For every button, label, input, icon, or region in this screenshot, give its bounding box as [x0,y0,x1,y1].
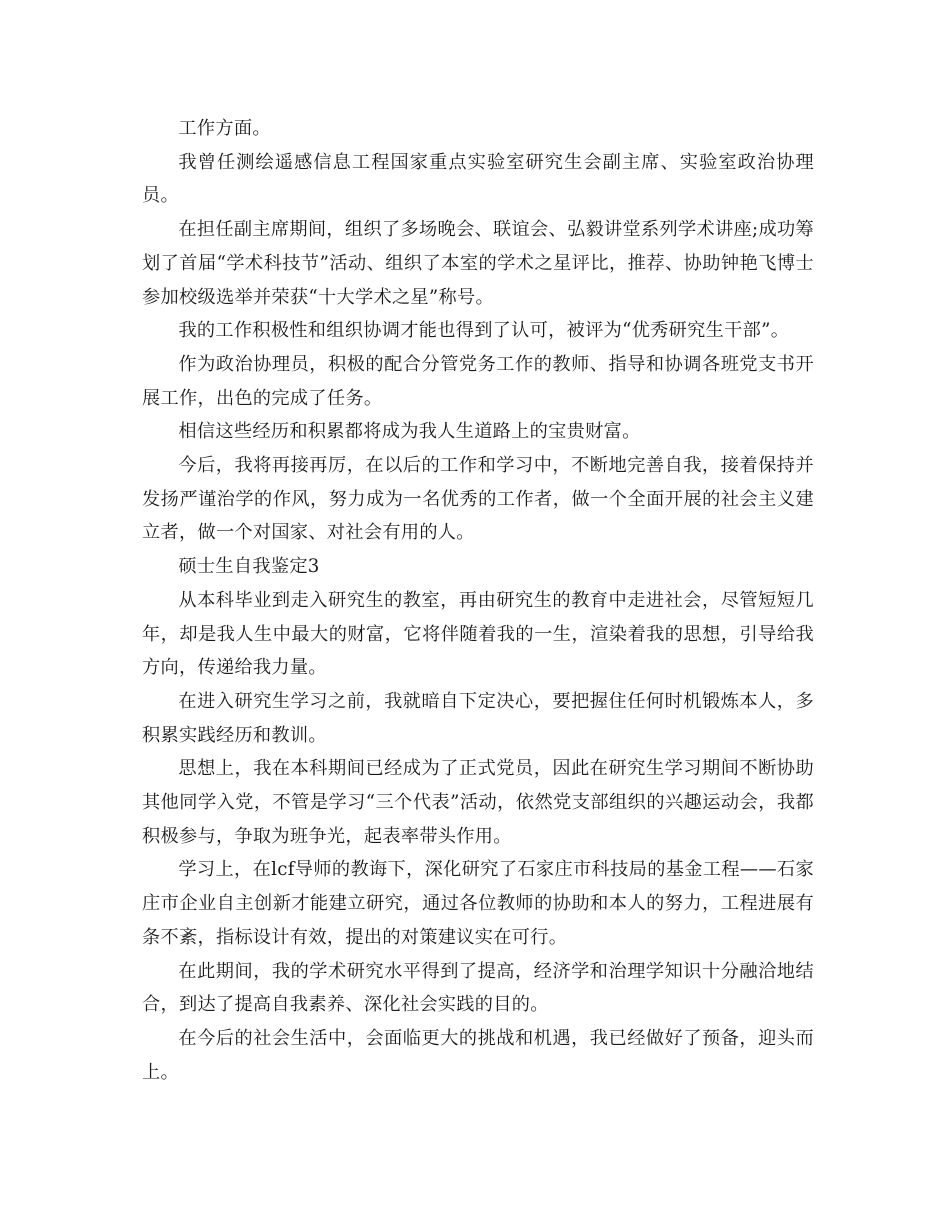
document-body [142,112,814,1089]
paragraph: 从本科毕业到走入研究生的教室，再由研究生的教育中走进社会，尽管短短几年，却是我人生中最大的财富，它将伴随着我的一生，渲染着我的思想，引导给我方向，传递给我力量。 [142,589,814,679]
paragraph: 工作方面。 [178,118,271,139]
paragraph: 今后，我将再接再厉，在以后的工作和学习中，不断地完善自我，接着保持并发扬严谨治学的作风，努力成为一名优秀的工作者，做一个全面开展的社会主义建立者，做一个对国家、对社会有用的人。 [142,455,814,544]
paragraph: 在此期间，我的学术研究水平得到了提高，经济学和治理学知识十分融洽地结合，到达了提高自我素养、深化社会实践的目的。 [142,960,814,1016]
paragraph: 在今后的社会生活中，会面临更大的挑战和机遇，我已经做好了预备，迎头而上。 [142,1027,814,1083]
paragraph: 我的工作积极性和组织协调才能也得到了认可，被评为“优秀研究生干部”。 [178,320,790,342]
paragraph: 思想上，我在本科期间已经成为了正式党员，因此在研究生学习期间不断协助其他同学入党，不管是学习“三个代表”活动，依然党支部组织的兴趣运动会，我都积极参与，争取为班争光，起表率带头作用。 [142,758,814,847]
paragraph: 在担任副主席期间，组织了多场晚会、联谊会、弘毅讲堂系列学术讲座;成功筹划了首届“学术科技节”活动、组织了本室的学术之星评比，推荐、协助钟艳飞博士参加校级选举并荣获“十大学术之星”称号。 [142,219,814,308]
paragraph: 作为政治协理员，积极的配合分管党务工作的教师、指导和协调各班党支书开展工作，出色的完成了任务。 [142,353,814,409]
paragraph: 我曾任测绘遥感信息工程国家重点实验室研究生会副主席、实验室政治协理员。 [142,151,814,207]
paragraph: 学习上，在lcf导师的教诲下，深化研究了石家庄市科技局的基金工程——石家庄市企业自主创新才能建立研究，通过各位教师的协助和本人的努力，工程进展有条不紊，指标设计有效，提出的对策建议实在可行。 [142,859,814,948]
paragraph: 相信这些经历和积累都将成为我人生道路上的宝贵财富。 [178,421,641,443]
paragraph: 在进入研究生学习之前，我就暗自下定决心，要把握住任何时机锻炼本人，多积累实践经历和教训。 [142,690,814,746]
section-heading: 硕士生自我鉴定3 [178,556,320,578]
